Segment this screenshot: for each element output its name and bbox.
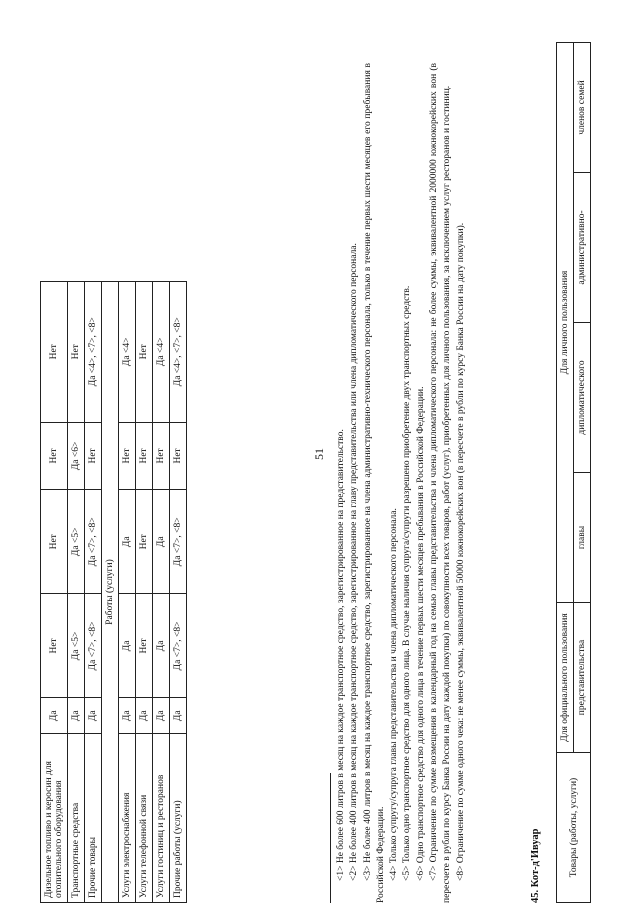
footnote: <6> Одно транспортное средство для одного лица в течение первых шести месяцев пребывания в Российской Федерации. — [415, 386, 426, 881]
table-row — [136, 282, 153, 903]
subheader-head: главы — [574, 473, 591, 603]
cell-value: Нет — [41, 422, 68, 490]
row-label: Дизельное топливо и керосин для отопительного оборудования — [41, 734, 68, 903]
cell-value: Да — [153, 698, 170, 734]
subheader-admin: административно- — [574, 173, 591, 323]
row-label: Прочие товары — [85, 734, 102, 903]
cell-value: Да — [119, 490, 136, 594]
cell-value: Нет — [41, 594, 68, 698]
subheader-diplomatic: дипломатического — [574, 323, 591, 473]
row-label: Прочие работы (услуги) — [170, 734, 187, 903]
section-label: Работы (услуги) — [102, 282, 119, 903]
section-row — [102, 282, 119, 903]
cell-value: Да — [119, 594, 136, 698]
cell-value: Да — [170, 698, 187, 734]
table-row — [68, 282, 85, 903]
cell-value: Да — [85, 698, 102, 734]
cell-value: Да <6> — [68, 422, 85, 490]
cell-value: Нет — [136, 490, 153, 594]
cell-value: Нет — [136, 594, 153, 698]
table-row — [119, 282, 136, 903]
cell-value: Да <4>, <7>, <8> — [170, 282, 187, 423]
cell-value: Да — [68, 698, 85, 734]
cell-value: Да <7>, <8> — [170, 594, 187, 698]
row-label: Услуги телефонной связи — [136, 734, 153, 903]
cell-value: Да <5> — [68, 594, 85, 698]
row-label: Транспортные средства — [68, 734, 85, 903]
cell-value: Нет — [170, 422, 187, 490]
cell-value: Да — [41, 698, 68, 734]
footnote-separator — [330, 773, 331, 903]
cell-value: Да <7>, <8> — [85, 490, 102, 594]
row-label: Услуги электроснабжения — [119, 734, 136, 903]
section-title: 45. Кот-д'Ивуар — [530, 828, 541, 903]
table-row — [170, 282, 187, 903]
cell-value: Да <7>, <8> — [170, 490, 187, 594]
table-row — [85, 282, 102, 903]
footnote: <8> Ограничение по сумме одного чека: не менее суммы, эквивалентной 50000 южнокорейских вон (в пересчете в рубли по курсу Банка России на дату покупки). — [455, 222, 466, 881]
exemption-table — [40, 281, 187, 903]
cell-value: Нет — [41, 282, 68, 423]
cell-value: Нет — [119, 422, 136, 490]
footnote: <5> Только одно транспортное средство для одного лица. В случае наличия супруга/супруги разрешено приобретение двух транспортных средств. — [402, 285, 413, 881]
subheader-official: представительства — [574, 603, 591, 753]
cell-value: Нет — [136, 422, 153, 490]
footnote: <7> Ограничение по сумме возмещения в календарный год на семью главы представительства и члена дипломатического персонала: не более суммы, эквивалентной 2000000 южнокорейских вон (в пересчете в рубли по курсу Банка России на дату каждой покупки) по совокупности всех товаров, работ (услуг), приобретенных для личного пользования, за исключением услуг ресторанов и гостиниц. — [429, 63, 453, 903]
cell-value: Да <4> — [153, 282, 170, 423]
cell-value: Нет — [85, 422, 102, 490]
cell-value: Нет — [153, 422, 170, 490]
cell-value: Да — [119, 698, 136, 734]
footnotes — [330, 63, 468, 903]
page-number: 51 — [312, 448, 326, 460]
rotated-page-content — [40, 43, 600, 903]
cell-value: Да — [136, 698, 153, 734]
cell-value: Нет — [136, 282, 153, 423]
footnote: <4> Только супругу/супруга главы представительства и члена дипломатического персонала. — [389, 508, 400, 881]
table-row — [41, 282, 68, 903]
row-label: Услуги гостиниц и ресторанов — [153, 734, 170, 903]
cell-value: Да <7>, <8> — [85, 594, 102, 698]
subheader-family: членов семей — [574, 42, 591, 172]
footnote: <1> Не более 600 литров в месяц на каждое транспортное средство, зарегистрированное на представительство. — [336, 429, 346, 881]
cell-value: Нет — [68, 282, 85, 423]
header-official: Для официального пользования — [557, 603, 574, 753]
footnote: <3> Не более 400 литров в месяц на каждое транспортное средство, зарегистрированное на члена административно-технического персонала, только в течение первых шести месяцев его пребывания в Российской Федерации. — [362, 63, 386, 903]
cell-value: Да <5> — [68, 490, 85, 594]
cell-value: Да <4>, <7>, <8> — [85, 282, 102, 423]
cell-value: Да <4> — [119, 282, 136, 423]
footnote: <2> Не более 400 литров в месяц на каждое транспортное средство, зарегистрированное на главу представительства или члена дипломатического персонала. — [349, 243, 360, 881]
header-personal: Для личного пользования — [557, 42, 574, 602]
table-row — [153, 282, 170, 903]
cell-value: Да — [153, 490, 170, 594]
header-goods: Товары (работы, услуги) — [557, 753, 591, 903]
country-table-header — [556, 42, 591, 903]
cell-value: Да — [153, 594, 170, 698]
cell-value: Нет — [41, 490, 68, 594]
